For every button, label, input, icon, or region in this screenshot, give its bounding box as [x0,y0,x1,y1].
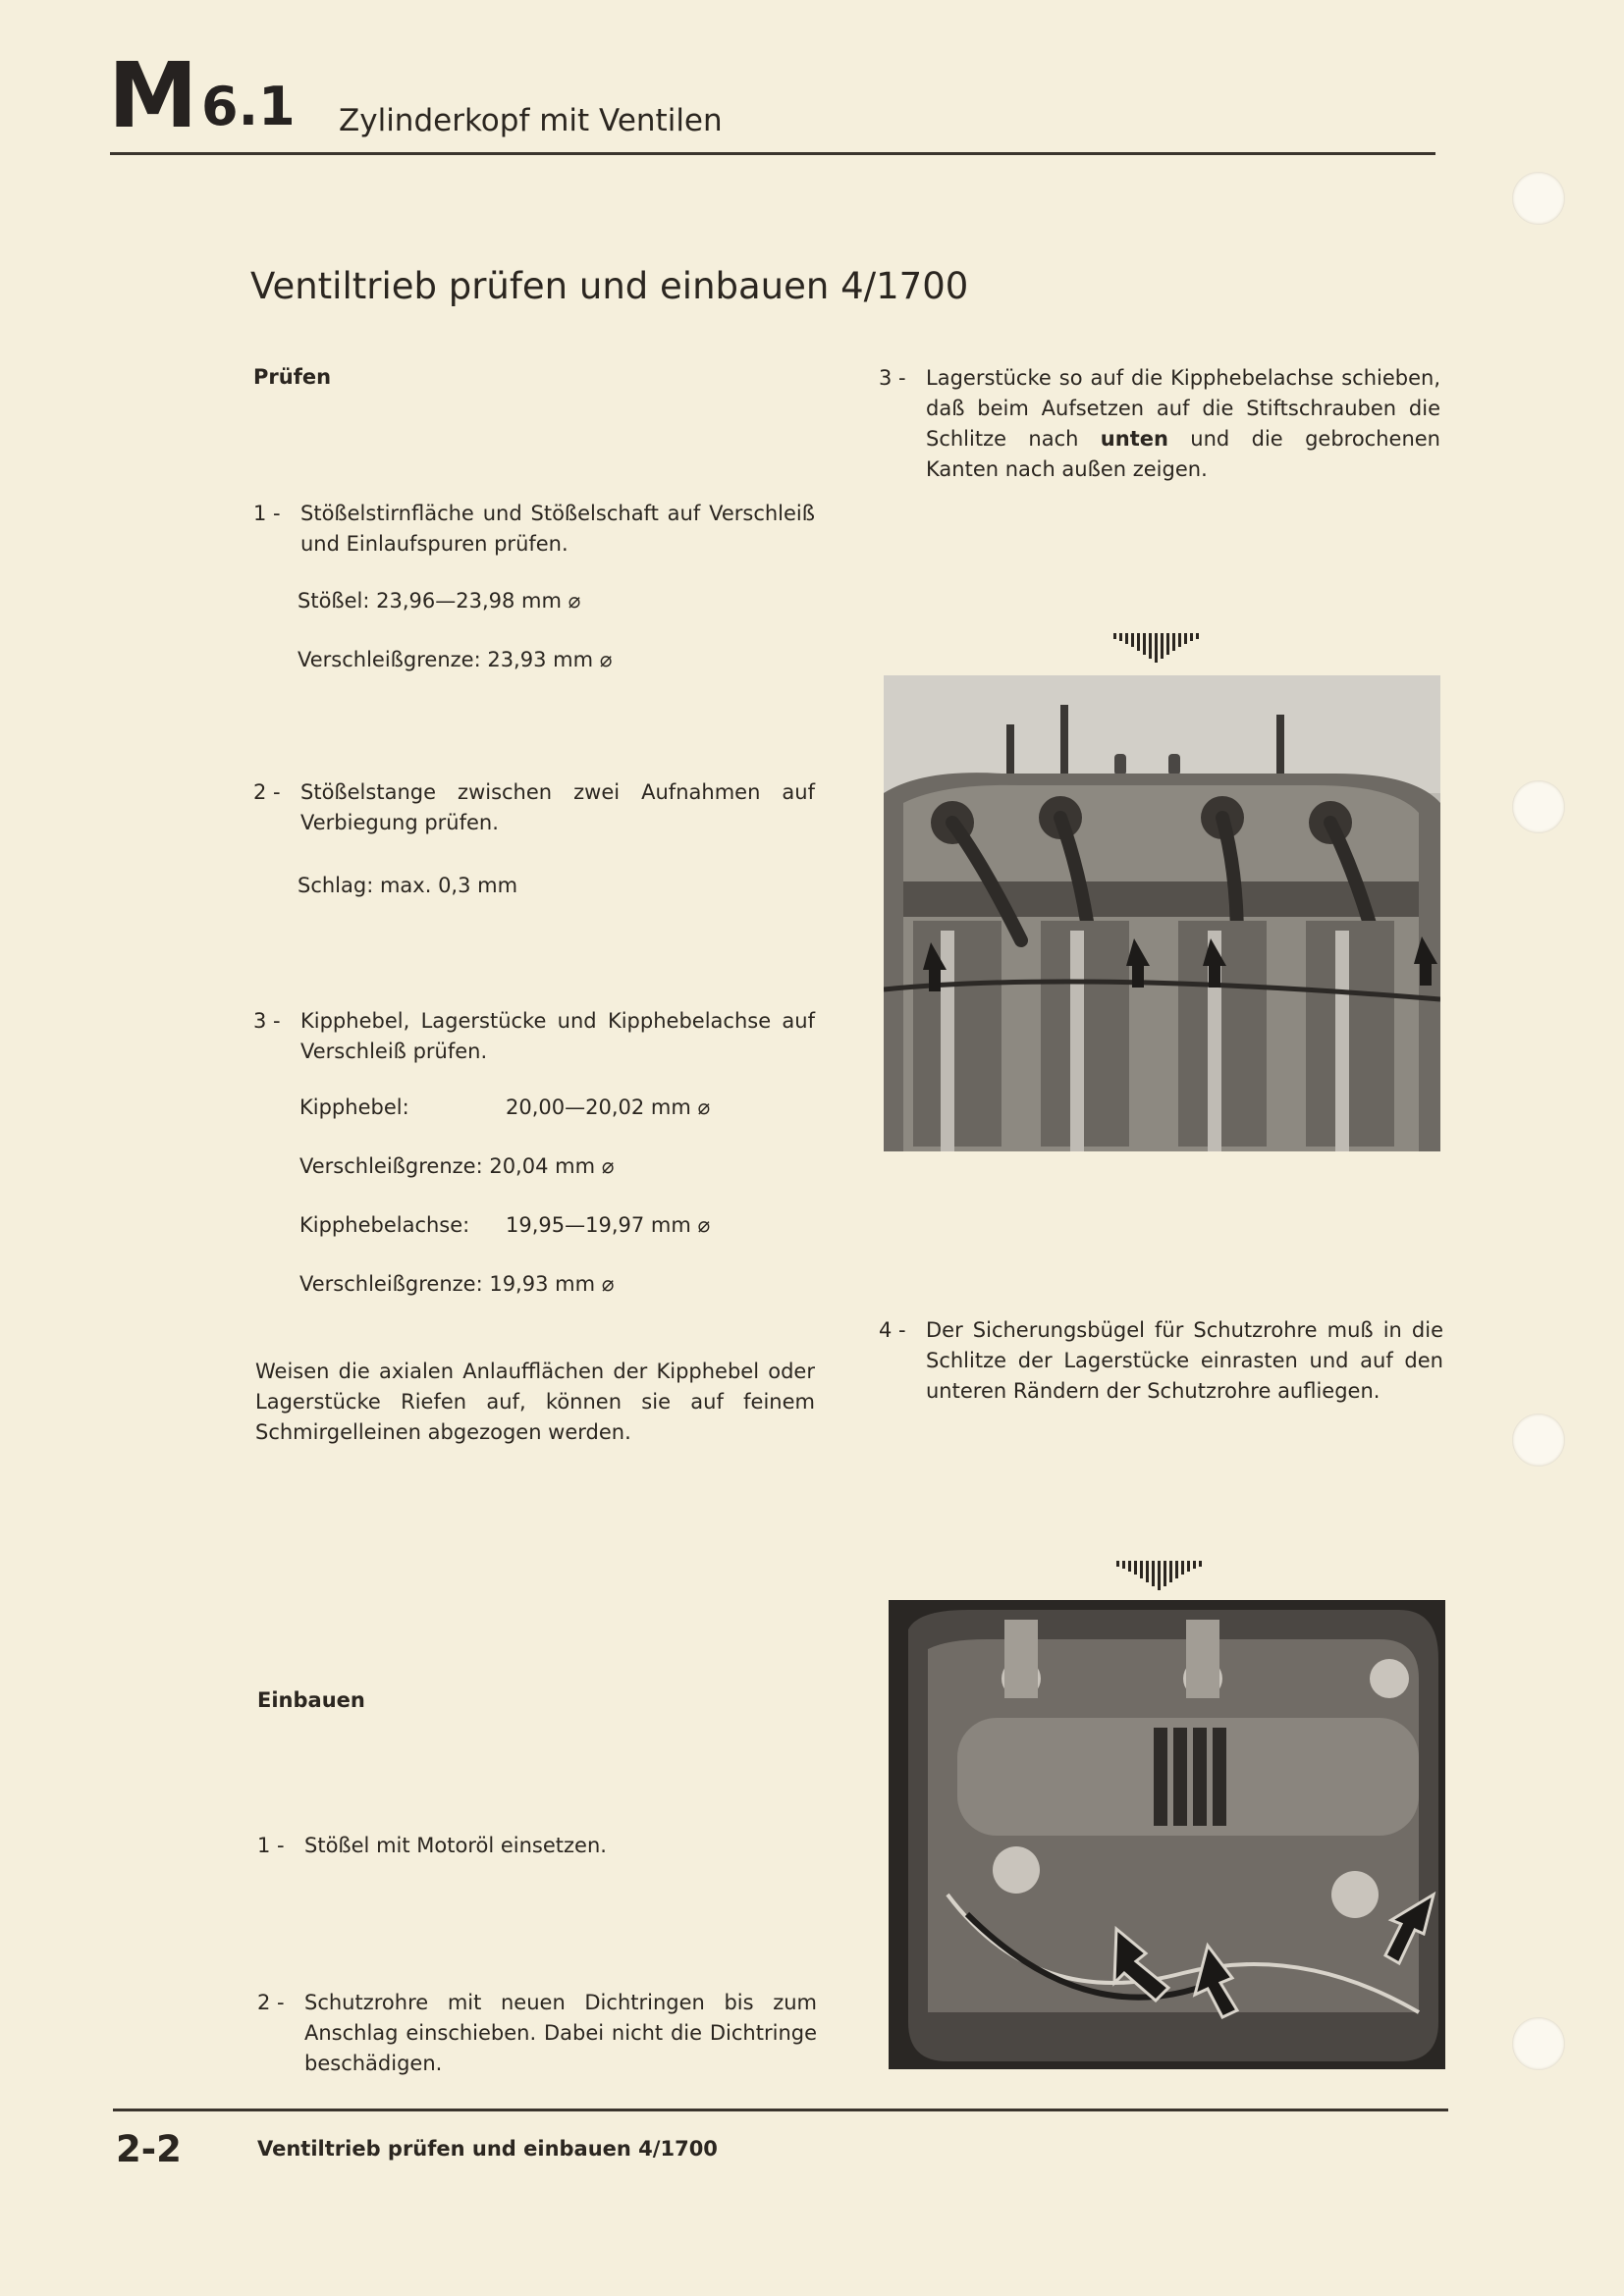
step-text: Lagerstücke so auf die Kipphebelachse schieben, daß beim Aufsetzen auf die Stiftschrauben die Schlitze nach unten und die gebrochenen Kanten nach außen zeigen. [926,366,1440,481]
spec-line: Verschleißgrenze: 23,93 mm ⌀ [298,648,613,671]
page-number: 2-2 [116,2128,182,2170]
right-step-4 [879,1315,1443,1407]
step-text: Stößel mit Motoröl einsetzen. [304,1834,607,1857]
step-number: 2 - [253,780,281,804]
photo-bracket-closeup [889,1600,1445,2069]
punch-hole [1512,1414,1565,1467]
step-number: 3 - [253,1009,281,1033]
step-text: Der Sicherungsbügel für Schutzrohre muß in die Schlitze der Lagerstücke einrasten und auf den unteren Rändern der Schutzrohre aufliegen. [926,1318,1443,1403]
right-step-3 [879,363,1440,485]
chapter-title: Zylinderkopf mit Ventilen [339,103,723,138]
punch-hole [1512,780,1565,833]
spec-line: Stößel: 23,96—23,98 mm ⌀ [298,589,581,613]
step-text: Kipphebel, Lagerstücke und Kipphebelachse auf Verschleiß prüfen. [300,1009,815,1063]
step-text: Schutzrohre mit neuen Dichtringen bis zum Anschlag einschieben. Dabei nicht die Dichtringe beschädigen. [304,1991,817,2075]
spec-value: 19,95—19,97 mm ⌀ [506,1213,711,1237]
pruefen-heading: Prüfen [253,365,332,389]
step-text: Stößelstange zwischen zwei Aufnahmen auf Verbiegung prüfen. [300,780,815,834]
pruefen-step-1 [253,499,815,560]
figure-marker-icon [1112,1561,1211,1600]
step-number: 4 - [879,1318,906,1342]
punch-hole [1512,172,1565,225]
header-rule [110,152,1435,155]
einbauen-step-2 [257,1988,817,2079]
step-number: 3 - [879,366,906,390]
step-number: 2 - [257,1991,285,2014]
pruefen-note: Weisen die axialen Anlaufflächen der Kipphebel oder Lagerstücke Riefen auf, können sie auf feinem Schmirgelleinen abgezogen werden. [255,1360,815,1444]
figure-marker-icon [1110,633,1208,672]
spec-label: Kipphebelachse: [299,1213,470,1237]
section-code-number: 6.1 [201,76,296,137]
section-code-letter: M [108,43,194,148]
step-number: 1 - [257,1834,285,1857]
footer-title: Ventiltrieb prüfen und einbauen 4/1700 [257,2137,718,2161]
pruefen-step-2 [253,777,815,838]
einbauen-step-1 [257,1831,817,1861]
photo-rocker-assembly [884,675,1440,1151]
step-number: 1 - [253,502,281,525]
step-text: Stößelstirnfläche und Stößelschaft auf Verschleiß und Einlaufspuren prüfen. [300,502,815,556]
spec-line: Schlag: max. 0,3 mm [298,874,518,897]
section-title: Ventiltrieb prüfen und einbauen 4/1700 [250,265,969,307]
pruefen-step-3 [253,1006,815,1067]
punch-hole [1512,2017,1565,2070]
einbauen-heading: Einbauen [257,1688,365,1712]
spec-label: Kipphebel: [299,1095,409,1119]
footer-rule [113,2109,1448,2111]
spec-value: 20,00—20,02 mm ⌀ [506,1095,711,1119]
spec-line: Verschleißgrenze: 20,04 mm ⌀ [299,1154,615,1178]
spec-line: Verschleißgrenze: 19,93 mm ⌀ [299,1272,615,1296]
